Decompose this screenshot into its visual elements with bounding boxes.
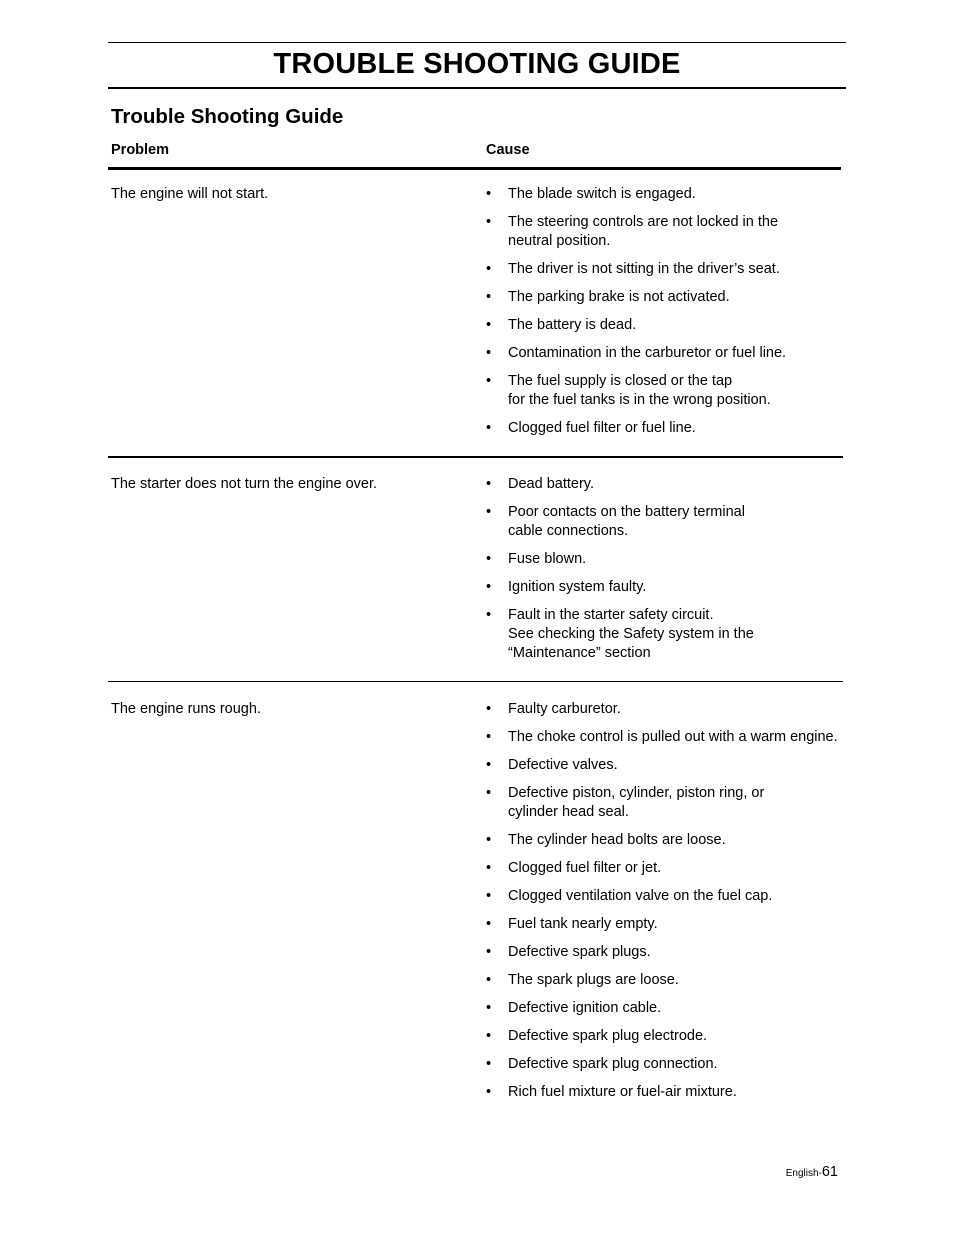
footer-language: English- bbox=[785, 1168, 822, 1179]
cause-text: The steering controls are not locked in the bbox=[508, 214, 779, 230]
cause-text: See checking the Safety system in the bbox=[508, 626, 754, 642]
bullet-icon: • bbox=[486, 944, 492, 960]
cause-text: Rich fuel mixture or fuel-air mixture. bbox=[508, 1084, 737, 1100]
page-title: TROUBLE SHOOTING GUIDE bbox=[273, 48, 681, 80]
page-footer bbox=[786, 1163, 838, 1183]
cause-text: Defective spark plug electrode. bbox=[508, 1028, 708, 1044]
cause-text: Dead battery. bbox=[508, 476, 594, 492]
cause-text: neutral position. bbox=[508, 233, 611, 249]
cause-text: “Maintenance” section bbox=[508, 645, 651, 661]
cause-item bbox=[486, 1027, 846, 1046]
cause-item bbox=[486, 185, 846, 204]
cause-item bbox=[486, 260, 846, 279]
cause-text: Fault in the starter safety circuit. bbox=[508, 607, 714, 623]
bullet-icon: • bbox=[486, 1056, 492, 1072]
cause-item bbox=[486, 700, 846, 719]
cause-item bbox=[486, 859, 846, 878]
cause-item bbox=[486, 419, 846, 438]
bullet-icon: • bbox=[486, 1028, 492, 1044]
bullet-icon: • bbox=[486, 289, 492, 305]
cause-item bbox=[486, 728, 846, 747]
bullet-icon: • bbox=[486, 1000, 492, 1016]
cause-item bbox=[486, 915, 846, 934]
bullet-icon: • bbox=[486, 214, 492, 230]
page-number: 61 bbox=[821, 1164, 838, 1180]
header-top-rule bbox=[108, 42, 846, 43]
bullet-icon: • bbox=[486, 701, 492, 717]
cause-item bbox=[486, 831, 846, 850]
cause-item bbox=[486, 1055, 846, 1074]
cause-text: The blade switch is engaged. bbox=[508, 186, 696, 202]
section-title: Trouble Shooting Guide bbox=[111, 105, 344, 128]
bullet-icon: • bbox=[486, 916, 492, 932]
bullet-icon: • bbox=[486, 420, 492, 436]
problem-text: The engine runs rough. bbox=[111, 701, 261, 717]
cause-text: The battery is dead. bbox=[508, 317, 637, 333]
cause-text: Clogged fuel filter or jet. bbox=[508, 860, 662, 876]
cause-item bbox=[486, 372, 846, 410]
bullet-icon: • bbox=[486, 607, 492, 623]
problem-text: The starter does not turn the engine over. bbox=[111, 476, 377, 492]
cause-text: cylinder head seal. bbox=[508, 804, 629, 820]
cause-item bbox=[486, 578, 846, 597]
bullet-icon: • bbox=[486, 757, 492, 773]
cause-text: Defective spark plug connection. bbox=[508, 1056, 718, 1072]
bullet-icon: • bbox=[486, 186, 492, 202]
section-divider bbox=[108, 456, 843, 458]
column-header-problem: Problem bbox=[111, 142, 170, 158]
bullet-icon: • bbox=[486, 373, 492, 389]
cause-list bbox=[486, 185, 846, 447]
cause-text: Faulty carburetor. bbox=[508, 701, 621, 717]
cause-item bbox=[486, 756, 846, 775]
cause-text: The fuel supply is closed or the tap bbox=[508, 373, 733, 389]
cause-item bbox=[486, 344, 846, 363]
column-header-cause: Cause bbox=[486, 142, 530, 158]
cause-text: The choke control is pulled out with a warm engine. bbox=[508, 729, 838, 745]
cause-text: Contamination in the carburetor or fuel line. bbox=[508, 345, 787, 361]
bullet-icon: • bbox=[486, 729, 492, 745]
bullet-icon: • bbox=[486, 888, 492, 904]
cause-text: Defective valves. bbox=[508, 757, 618, 773]
cause-text: Ignition system faulty. bbox=[508, 579, 647, 595]
cause-list bbox=[486, 475, 846, 672]
bullet-icon: • bbox=[486, 476, 492, 492]
cause-item bbox=[486, 213, 846, 251]
bullet-icon: • bbox=[486, 504, 492, 520]
cause-item bbox=[486, 999, 846, 1018]
bullet-icon: • bbox=[486, 860, 492, 876]
cause-text: Clogged ventilation valve on the fuel cap. bbox=[508, 888, 773, 904]
cause-item bbox=[486, 1083, 846, 1102]
cause-item bbox=[486, 288, 846, 307]
cause-item bbox=[486, 943, 846, 962]
bullet-icon: • bbox=[486, 1084, 492, 1100]
cause-item bbox=[486, 503, 846, 541]
section-divider bbox=[108, 681, 843, 682]
bullet-icon: • bbox=[486, 261, 492, 277]
cause-text: Fuel tank nearly empty. bbox=[508, 916, 658, 932]
cause-text: Fuse blown. bbox=[508, 551, 587, 567]
bullet-icon: • bbox=[486, 785, 492, 801]
bullet-icon: • bbox=[486, 317, 492, 333]
header-bottom-rule bbox=[108, 87, 846, 89]
cause-item bbox=[486, 316, 846, 335]
bullet-icon: • bbox=[486, 345, 492, 361]
cause-text: The parking brake is not activated. bbox=[508, 289, 730, 305]
bullet-icon: • bbox=[486, 551, 492, 567]
bullet-icon: • bbox=[486, 972, 492, 988]
cause-list bbox=[486, 700, 846, 1111]
cause-text: for the fuel tanks is in the wrong position. bbox=[508, 392, 771, 408]
problem-text: The engine will not start. bbox=[111, 186, 269, 202]
table-header-rule bbox=[108, 167, 841, 170]
cause-item bbox=[486, 784, 846, 822]
cause-item bbox=[486, 606, 846, 663]
cause-text: The spark plugs are loose. bbox=[508, 972, 679, 988]
cause-text: Clogged fuel filter or fuel line. bbox=[508, 420, 696, 436]
bullet-icon: • bbox=[486, 579, 492, 595]
cause-text: The cylinder head bolts are loose. bbox=[508, 832, 726, 848]
bullet-icon: • bbox=[486, 832, 492, 848]
cause-text: The driver is not sitting in the driver’s seat. bbox=[508, 261, 780, 277]
cause-item bbox=[486, 971, 846, 990]
cause-text: Defective ignition cable. bbox=[508, 1000, 662, 1016]
cause-item bbox=[486, 475, 846, 494]
cause-text: Defective spark plugs. bbox=[508, 944, 651, 960]
cause-text: cable connections. bbox=[508, 523, 629, 539]
cause-text: Defective piston, cylinder, piston ring, or bbox=[508, 785, 765, 801]
cause-item bbox=[486, 550, 846, 569]
cause-text: Poor contacts on the battery terminal bbox=[508, 504, 745, 520]
cause-item bbox=[486, 887, 846, 906]
